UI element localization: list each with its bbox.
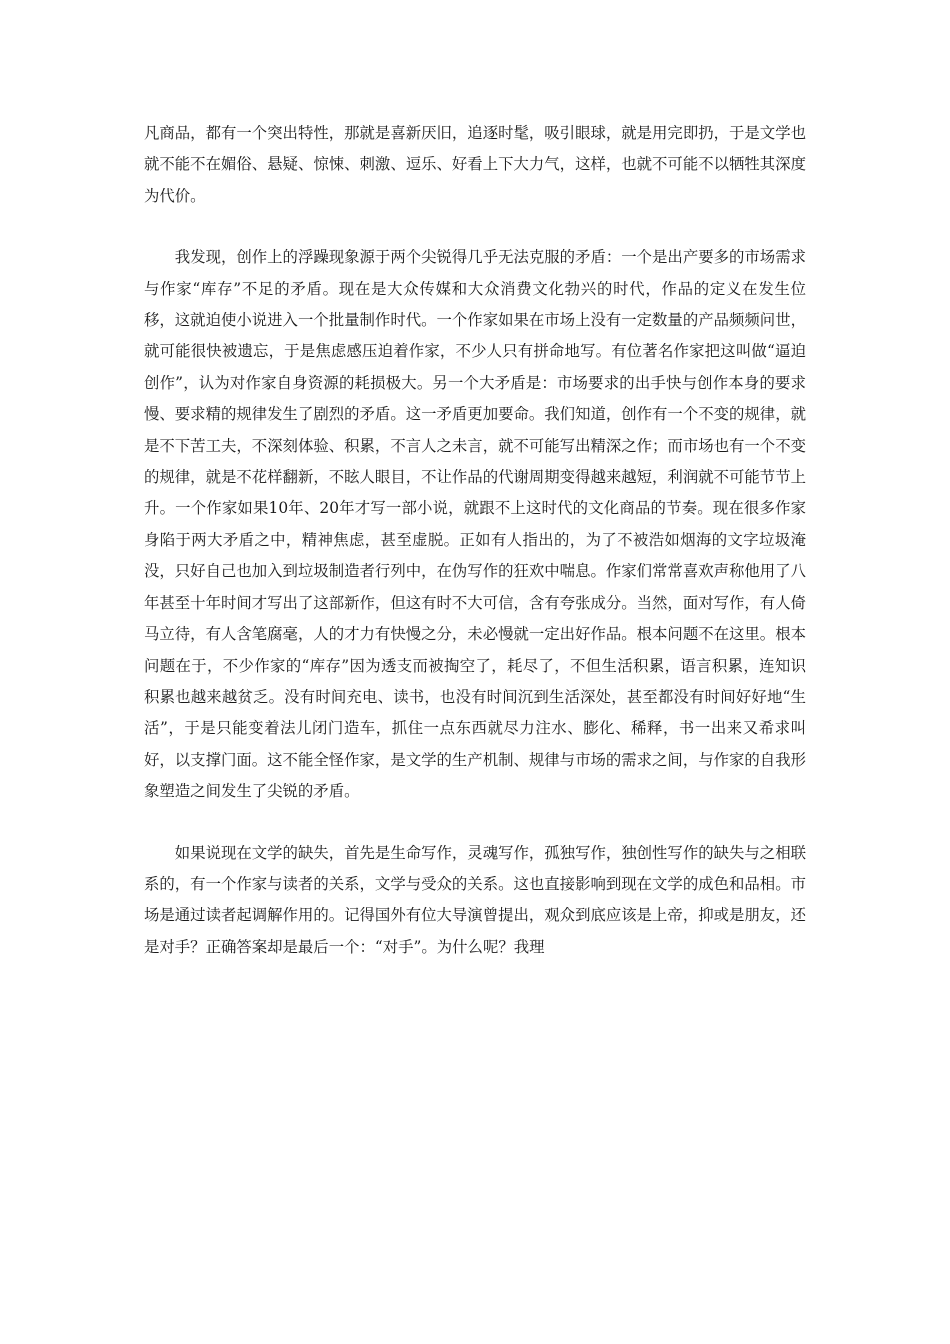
document-body (144, 118, 806, 963)
paragraph-2: 我发现，创作上的浮躁现象源于两个尖锐得几乎无法克服的矛盾：一个是出产要多的市场需求与作家“库存”不足的矛盾。现在是大众传媒和大众消费文化勃兴的时代，作品的定义在发生位移，这就迫使小说进入一个批量制作时代。一个作家如果在市场上没有一定数量的产品频频问世，就可能很快被遗忘，于是焦虑感压迫着作家，不少人只有拼命地写。有位著名作家把这叫做“逼迫创作”，认为对作家自身资源的耗损极大。另一个大矛盾是：市场要求的出手快与创作本身的要求慢、要求精的规律发生了剧烈的矛盾。这一矛盾更加要命。我们知道，创作有一个不变的规律，就是不下苦工夫，不深刻体验、积累，不言人之未言，就不可能写出精深之作；而市场也有一个不变的规律，就是不花样翻新，不眩人眼目，不让作品的代谢周期变得越来越短，利润就不可能节节上升。一个作家如果10年、20年才写一部小说，就跟不上这时代的文化商品的节奏。现在很多作家身陷于两大矛盾之中，精神焦虑，甚至虚脱。正如有人指出的，为了不被浩如烟海的文字垃圾淹没，只好自己也加入到垃圾制造者行列中，在伪写作的狂欢中喘息。作家们常常喜欢声称他用了八年甚至十年时间才写出了这部新作，但这有时不大可信，含有夸张成分。当然，面对写作，有人倚马立待，有人含笔腐毫，人的才力有快慢之分，未必慢就一定出好作品。根本问题不在这里。根本问题在于，不少作家的“库存”因为透支而被掏空了，耗尽了，不但生活积累，语言积累，连知识积累也越来越贫乏。没有时间充电、读书，也没有时间沉到生活深处，甚至都没有时间好好地“生活”，于是只能变着法儿闭门造车，抓住一点东西就尽力注水、膨化、稀释，书一出来又希求叫好，以支撑门面。这不能全怪作家，是文学的生产机制、规律与市场的需求之间，与作家的自我形象塑造之间发生了尖锐的矛盾。 (144, 248, 806, 801)
paragraph-3: 如果说现在文学的缺失，首先是生命写作，灵魂写作，孤独写作，独创性写作的缺失与之相联系的，有一个作家与读者的关系，文学与受众的关系。这也直接影响到现在文学的成色和品相。市场是通过读者起调解作用的。记得国外有位大导演曾提出，观众到底应该是上帝，抑或是朋友，还是对手？正确答案却是最后一个：“对手”。为什么呢？我理 (144, 843, 806, 956)
paragraph-1: 凡商品，都有一个突出特性，那就是喜新厌旧，追逐时髦，吸引眼球，就是用完即扔，于是文学也就不能不在媚俗、悬疑、惊悚、刺激、逗乐、好看上下大力气，这样，也就不可能不以牺牲其深度为代价。 (144, 124, 806, 205)
